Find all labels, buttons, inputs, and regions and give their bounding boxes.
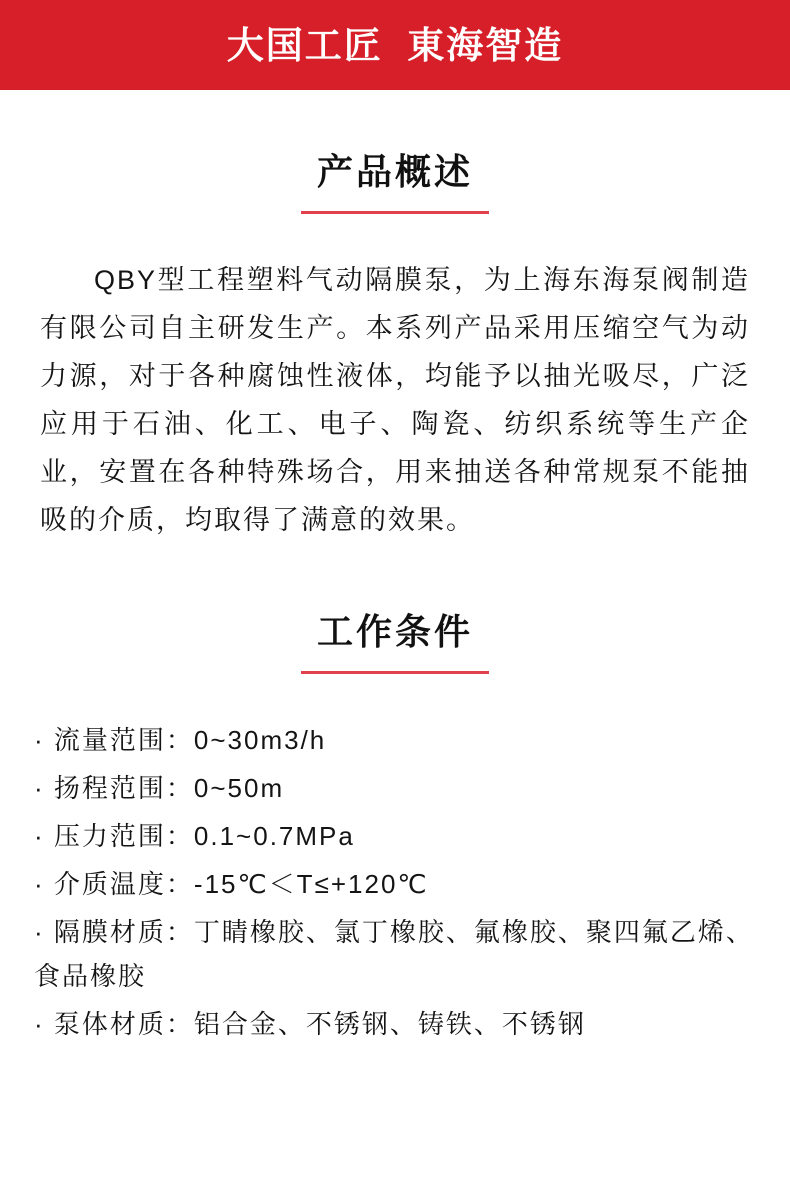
spacer-above-overview-heading	[0, 90, 790, 150]
list-item	[34, 1002, 756, 1046]
conditions-heading: 工作条件	[316, 611, 473, 653]
list-item	[34, 766, 756, 810]
working-conditions-section	[0, 544, 790, 1046]
list-item	[34, 718, 756, 762]
overview-paragraph: QBY型工程塑料气动隔膜泵，为上海东海泵阀制造有限公司自主研发生产。本系列产品采用压缩空气为动力源，对于各种腐蚀性液体，均能予以抽光吸尽，广泛应用于石油、化工、电子、陶瓷、纺织系统等生产企业，安置在各种特殊场合，用来抽送各种常规泵不能抽吸的介质，均取得了满意的效果。	[40, 265, 750, 536]
bullet-icon: ·	[34, 1009, 45, 1040]
list-item-label: 介质温度：-15℃＜T≤+120℃	[53, 869, 429, 900]
conditions-heading-underline	[301, 671, 489, 674]
list-item-label: 扬程范围：0~50m	[53, 773, 285, 804]
overview-heading-underline	[301, 211, 489, 214]
list-item	[34, 814, 756, 858]
list-item	[34, 862, 756, 906]
list-item-label: 压力范围：0.1~0.7MPa	[53, 821, 355, 852]
bullet-icon: ·	[34, 821, 45, 852]
list-item-label: 泵体材质：铝合金、不锈钢、铸铁、不锈钢	[53, 1009, 586, 1040]
overview-heading: 产品概述	[316, 151, 473, 192]
top-banner	[0, 0, 790, 90]
conditions-heading-wrap	[0, 610, 790, 674]
bullet-icon: ·	[34, 725, 45, 756]
bullet-icon: ·	[34, 773, 45, 804]
banner-title: 大国工匠 東海智造	[226, 24, 564, 66]
bullet-icon: ·	[34, 869, 45, 900]
product-overview-section	[0, 90, 790, 544]
conditions-list	[34, 718, 756, 1046]
bullet-icon: ·	[34, 917, 45, 948]
overview-heading-wrap	[0, 150, 790, 214]
list-item-label: 流量范围：0~30m3/h	[53, 725, 327, 756]
spacer-above-conditions-heading	[0, 544, 790, 610]
list-item-label: 隔膜材质：丁睛橡胶、氯丁橡胶、氟橡胶、聚四氟乙烯、食品橡胶	[34, 917, 754, 992]
list-item	[34, 910, 756, 998]
